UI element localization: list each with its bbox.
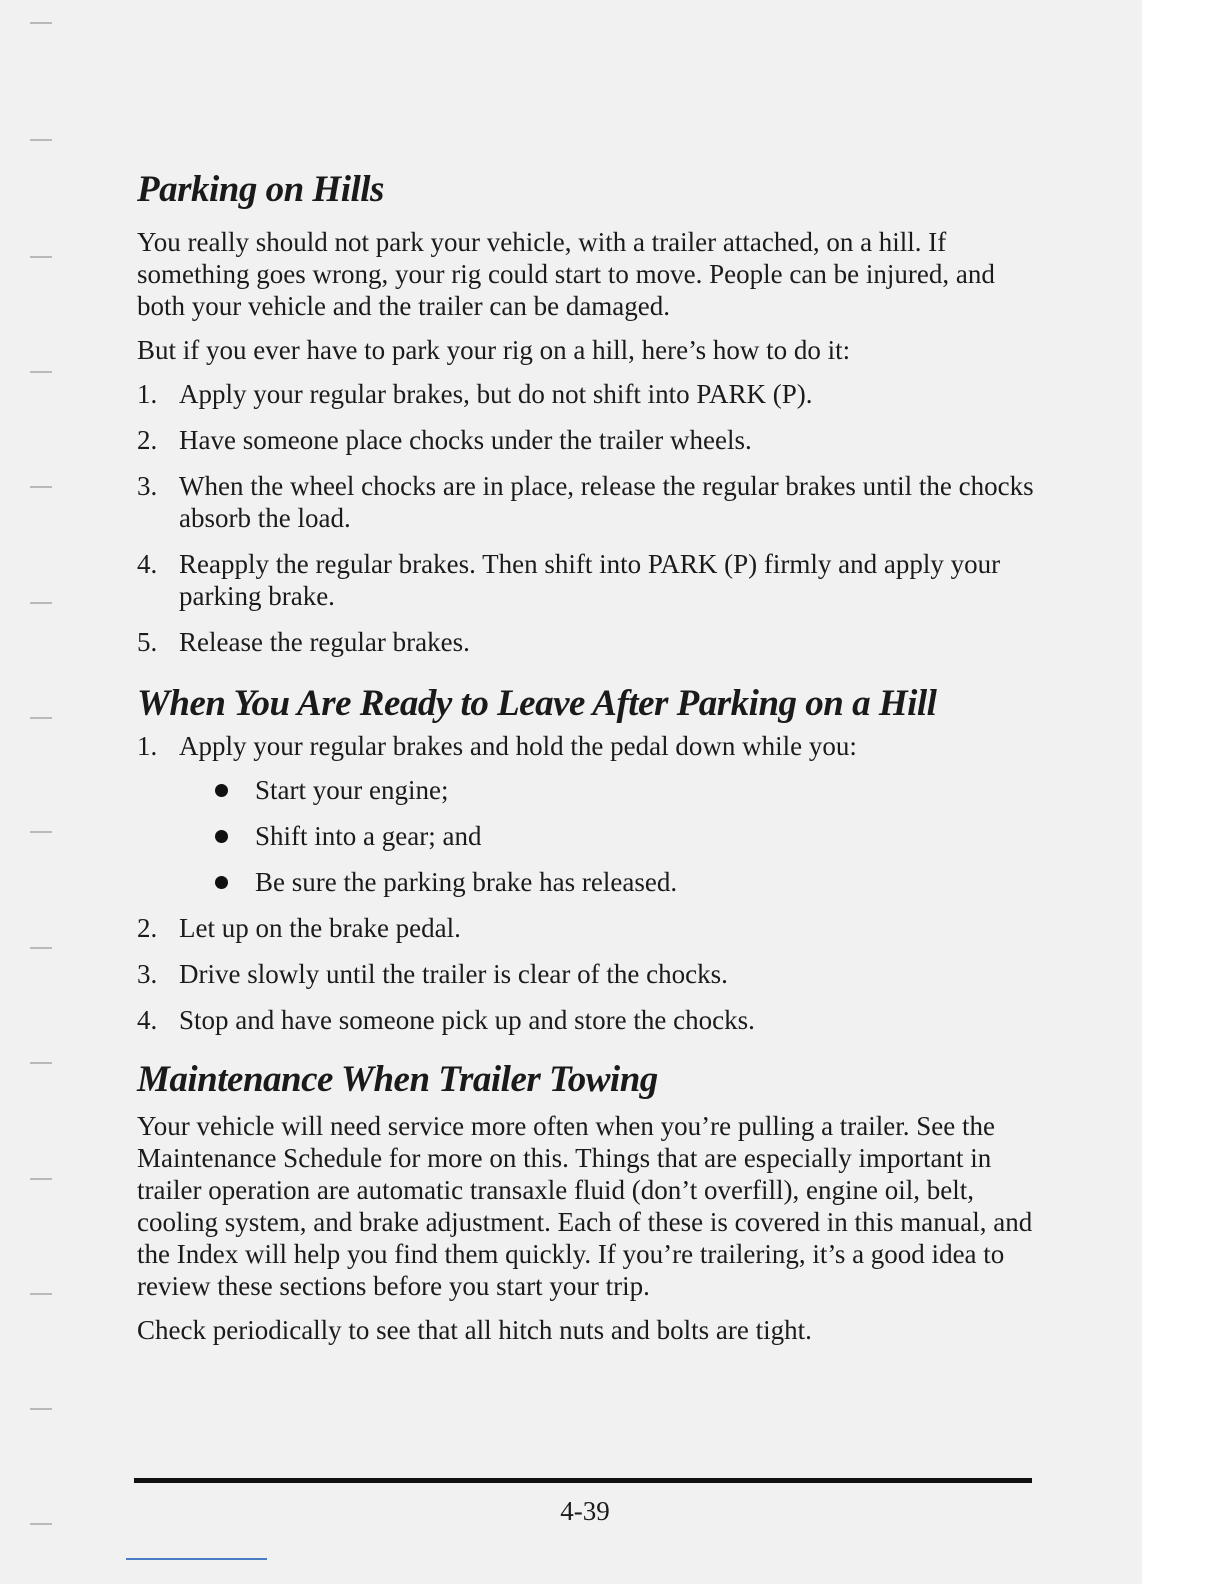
margin-tick: [30, 139, 52, 141]
item-text: Reapply the regular brakes. Then shift into PARK (P) firmly and apply your parking brake.: [179, 549, 1001, 611]
margin-tick: [30, 831, 52, 833]
numbered-list: [137, 730, 1042, 1036]
footer-rule: [134, 1478, 1032, 1483]
numbered-list: [137, 378, 1042, 658]
bullet-item: Shift into a gear; and: [179, 820, 1042, 852]
list-item: [137, 626, 1042, 658]
item-number: 2.: [137, 913, 158, 943]
section-heading: Maintenance When Trailer Towing: [137, 1059, 658, 1100]
bullet-item: Be sure the parking brake has released.: [179, 866, 1042, 898]
section-leave-after-parking: [137, 682, 1042, 1036]
section-parking-on-hills: [137, 168, 1042, 658]
list-item: [137, 378, 1042, 410]
item-number: 1.: [137, 731, 158, 761]
margin-tick: [30, 1178, 52, 1180]
paragraph: But if you ever have to park your rig on a hill, here’s how to do it:: [137, 335, 851, 365]
paragraph: Your vehicle will need service more often when you’re pulling a trailer. See the Maintenance Schedule for more on this. Things that are especially important in trailer operation are automatic transaxle fluid (don’t overfill), engine oil, belt, cooling system, and brake adjustment. Each of these is covered in this manual, and the Index will help you find them quickly. If you’re trailering, it’s a good idea to review these sections before you start your trip.: [137, 1111, 1033, 1301]
list-item: [137, 548, 1042, 612]
margin-tick: [30, 22, 52, 24]
item-number: 4.: [137, 1005, 158, 1035]
margin-tick: [30, 602, 52, 604]
margin-tick: [30, 256, 52, 258]
section-heading: When You Are Ready to Leave After Parking on a Hill: [137, 683, 937, 724]
page-number: 4-39: [560, 1496, 610, 1526]
list-item: [137, 424, 1042, 456]
bullet-list: [179, 774, 1042, 898]
margin-tick: [30, 486, 52, 488]
item-text: Drive slowly until the trailer is clear of the chocks.: [179, 959, 728, 989]
margin-tick: [30, 1293, 52, 1295]
margin-tick: [30, 1062, 52, 1064]
item-number: 1.: [137, 379, 158, 409]
item-text: When the wheel chocks are in place, release the regular brakes until the chocks absorb the load.: [179, 471, 1034, 533]
item-text: Stop and have someone pick up and store the chocks.: [179, 1005, 755, 1035]
paragraph: You really should not park your vehicle, with a trailer attached, on a hill. If something goes wrong, your rig could start to move. People can be injured, and both your vehicle and the trailer can be damaged.: [137, 227, 995, 321]
list-item: [137, 470, 1042, 534]
list-item: [137, 912, 1042, 944]
item-text: Release the regular brakes.: [179, 627, 470, 657]
item-text: Have someone place chocks under the trailer wheels.: [179, 425, 752, 455]
item-text: Let up on the brake pedal.: [179, 913, 461, 943]
section-maintenance-trailer-towing: [137, 1058, 1042, 1346]
item-text: Apply your regular brakes and hold the pedal down while you:: [179, 731, 857, 761]
item-number: 3.: [137, 471, 158, 501]
page-content: [137, 168, 1042, 1358]
item-number: 2.: [137, 425, 158, 455]
item-number: 5.: [137, 627, 158, 657]
margin-tick: [30, 717, 52, 719]
item-number: 3.: [137, 959, 158, 989]
bullet-item: Start your engine;: [179, 774, 1042, 806]
link-underline: [126, 1558, 267, 1560]
margin-tick: [30, 1408, 52, 1410]
list-item: [137, 1004, 1042, 1036]
margin-tick: [30, 947, 52, 949]
paragraph: Check periodically to see that all hitch nuts and bolts are tight.: [137, 1315, 812, 1345]
list-item: [137, 730, 1042, 898]
item-number: 4.: [137, 549, 158, 579]
item-text: Apply your regular brakes, but do not shift into PARK (P).: [179, 379, 813, 409]
section-heading: Parking on Hills: [137, 169, 384, 210]
margin-tick: [30, 371, 52, 373]
list-item: [137, 958, 1042, 990]
